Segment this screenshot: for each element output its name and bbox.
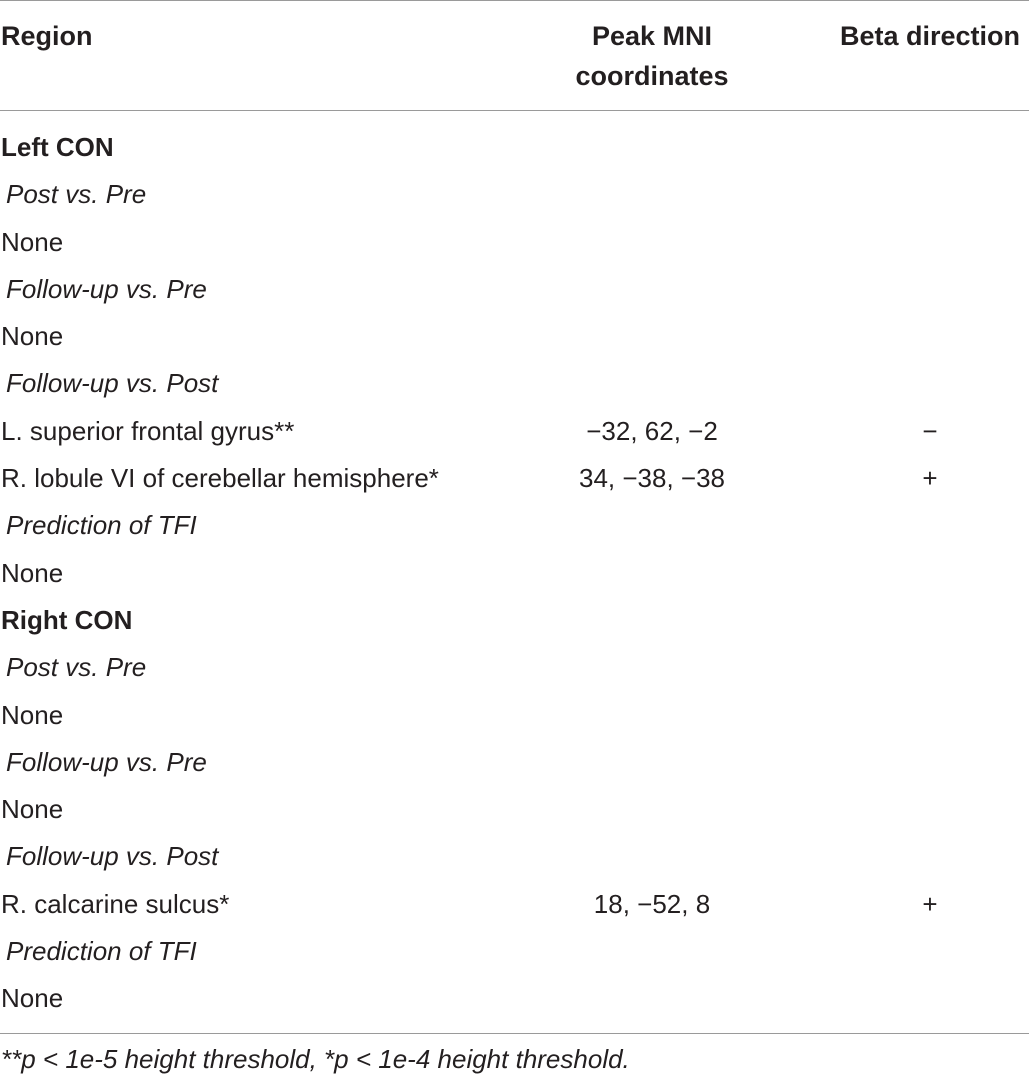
cell-beta-direction: − xyxy=(922,415,938,446)
header-peak-mni-text: Peak MNI coordinates xyxy=(575,21,729,91)
header-beta-direction: Beta direction xyxy=(839,21,1021,51)
table-group-row xyxy=(0,597,1029,644)
cell-region: None xyxy=(1,226,64,257)
table-row xyxy=(0,881,1029,928)
table-subgroup-row xyxy=(0,644,1029,691)
table-row xyxy=(0,975,1029,1022)
cell-region: L. superior frontal gyrus** xyxy=(1,415,295,446)
table-subgroup-row xyxy=(0,928,1029,975)
cell-region: Prediction of TFI xyxy=(6,936,197,967)
table-subgroup-row xyxy=(0,360,1029,407)
table-row xyxy=(0,455,1029,502)
cell-region: Post vs. Pre xyxy=(6,652,147,683)
cell-beta-direction: + xyxy=(922,463,938,494)
cell-peak-mni: −32, 62, −2 xyxy=(586,415,718,446)
table-row xyxy=(0,313,1029,360)
cell-region: Left CON xyxy=(1,132,114,162)
header-peak-mni xyxy=(552,16,752,96)
table-subgroup-row xyxy=(0,739,1029,786)
table-subgroup-row xyxy=(0,502,1029,549)
table-row xyxy=(0,550,1029,597)
cell-region: Follow-up vs. Post xyxy=(6,841,219,872)
header-region: Region xyxy=(1,21,93,51)
cell-region: R. calcarine sulcus* xyxy=(1,888,230,919)
table-group-row xyxy=(0,124,1029,171)
cell-region: R. lobule VI of cerebellar hemisphere* xyxy=(1,463,439,494)
cell-region: None xyxy=(1,699,64,730)
cell-peak-mni: 18, −52, 8 xyxy=(593,888,711,919)
table-subgroup-row xyxy=(0,171,1029,218)
cell-region: None xyxy=(1,321,64,352)
table-top-rule xyxy=(0,0,1029,1)
cell-region: Post vs. Pre xyxy=(6,179,147,210)
table-row xyxy=(0,692,1029,739)
table-row xyxy=(0,219,1029,266)
table-footnote: **p < 1e-5 height threshold, *p < 1e-4 height threshold. xyxy=(1,1044,630,1074)
cell-beta-direction: + xyxy=(922,888,938,919)
table-body xyxy=(0,124,1029,1023)
cell-region: None xyxy=(1,983,64,1014)
cell-region: Follow-up vs. Pre xyxy=(6,273,207,304)
cell-region: None xyxy=(1,557,64,588)
table-row xyxy=(0,786,1029,833)
cell-region: Follow-up vs. Post xyxy=(6,368,219,399)
table-header-rule xyxy=(0,110,1029,111)
cell-region: None xyxy=(1,794,64,825)
table-subgroup-row xyxy=(0,266,1029,313)
table-bottom-rule xyxy=(0,1033,1029,1034)
cell-peak-mni: 34, −38, −38 xyxy=(578,463,726,494)
cell-region: Right CON xyxy=(1,604,133,635)
table-row xyxy=(0,408,1029,455)
cell-region: Follow-up vs. Pre xyxy=(6,746,207,777)
table-subgroup-row xyxy=(0,833,1029,880)
cell-region: Prediction of TFI xyxy=(6,510,197,541)
